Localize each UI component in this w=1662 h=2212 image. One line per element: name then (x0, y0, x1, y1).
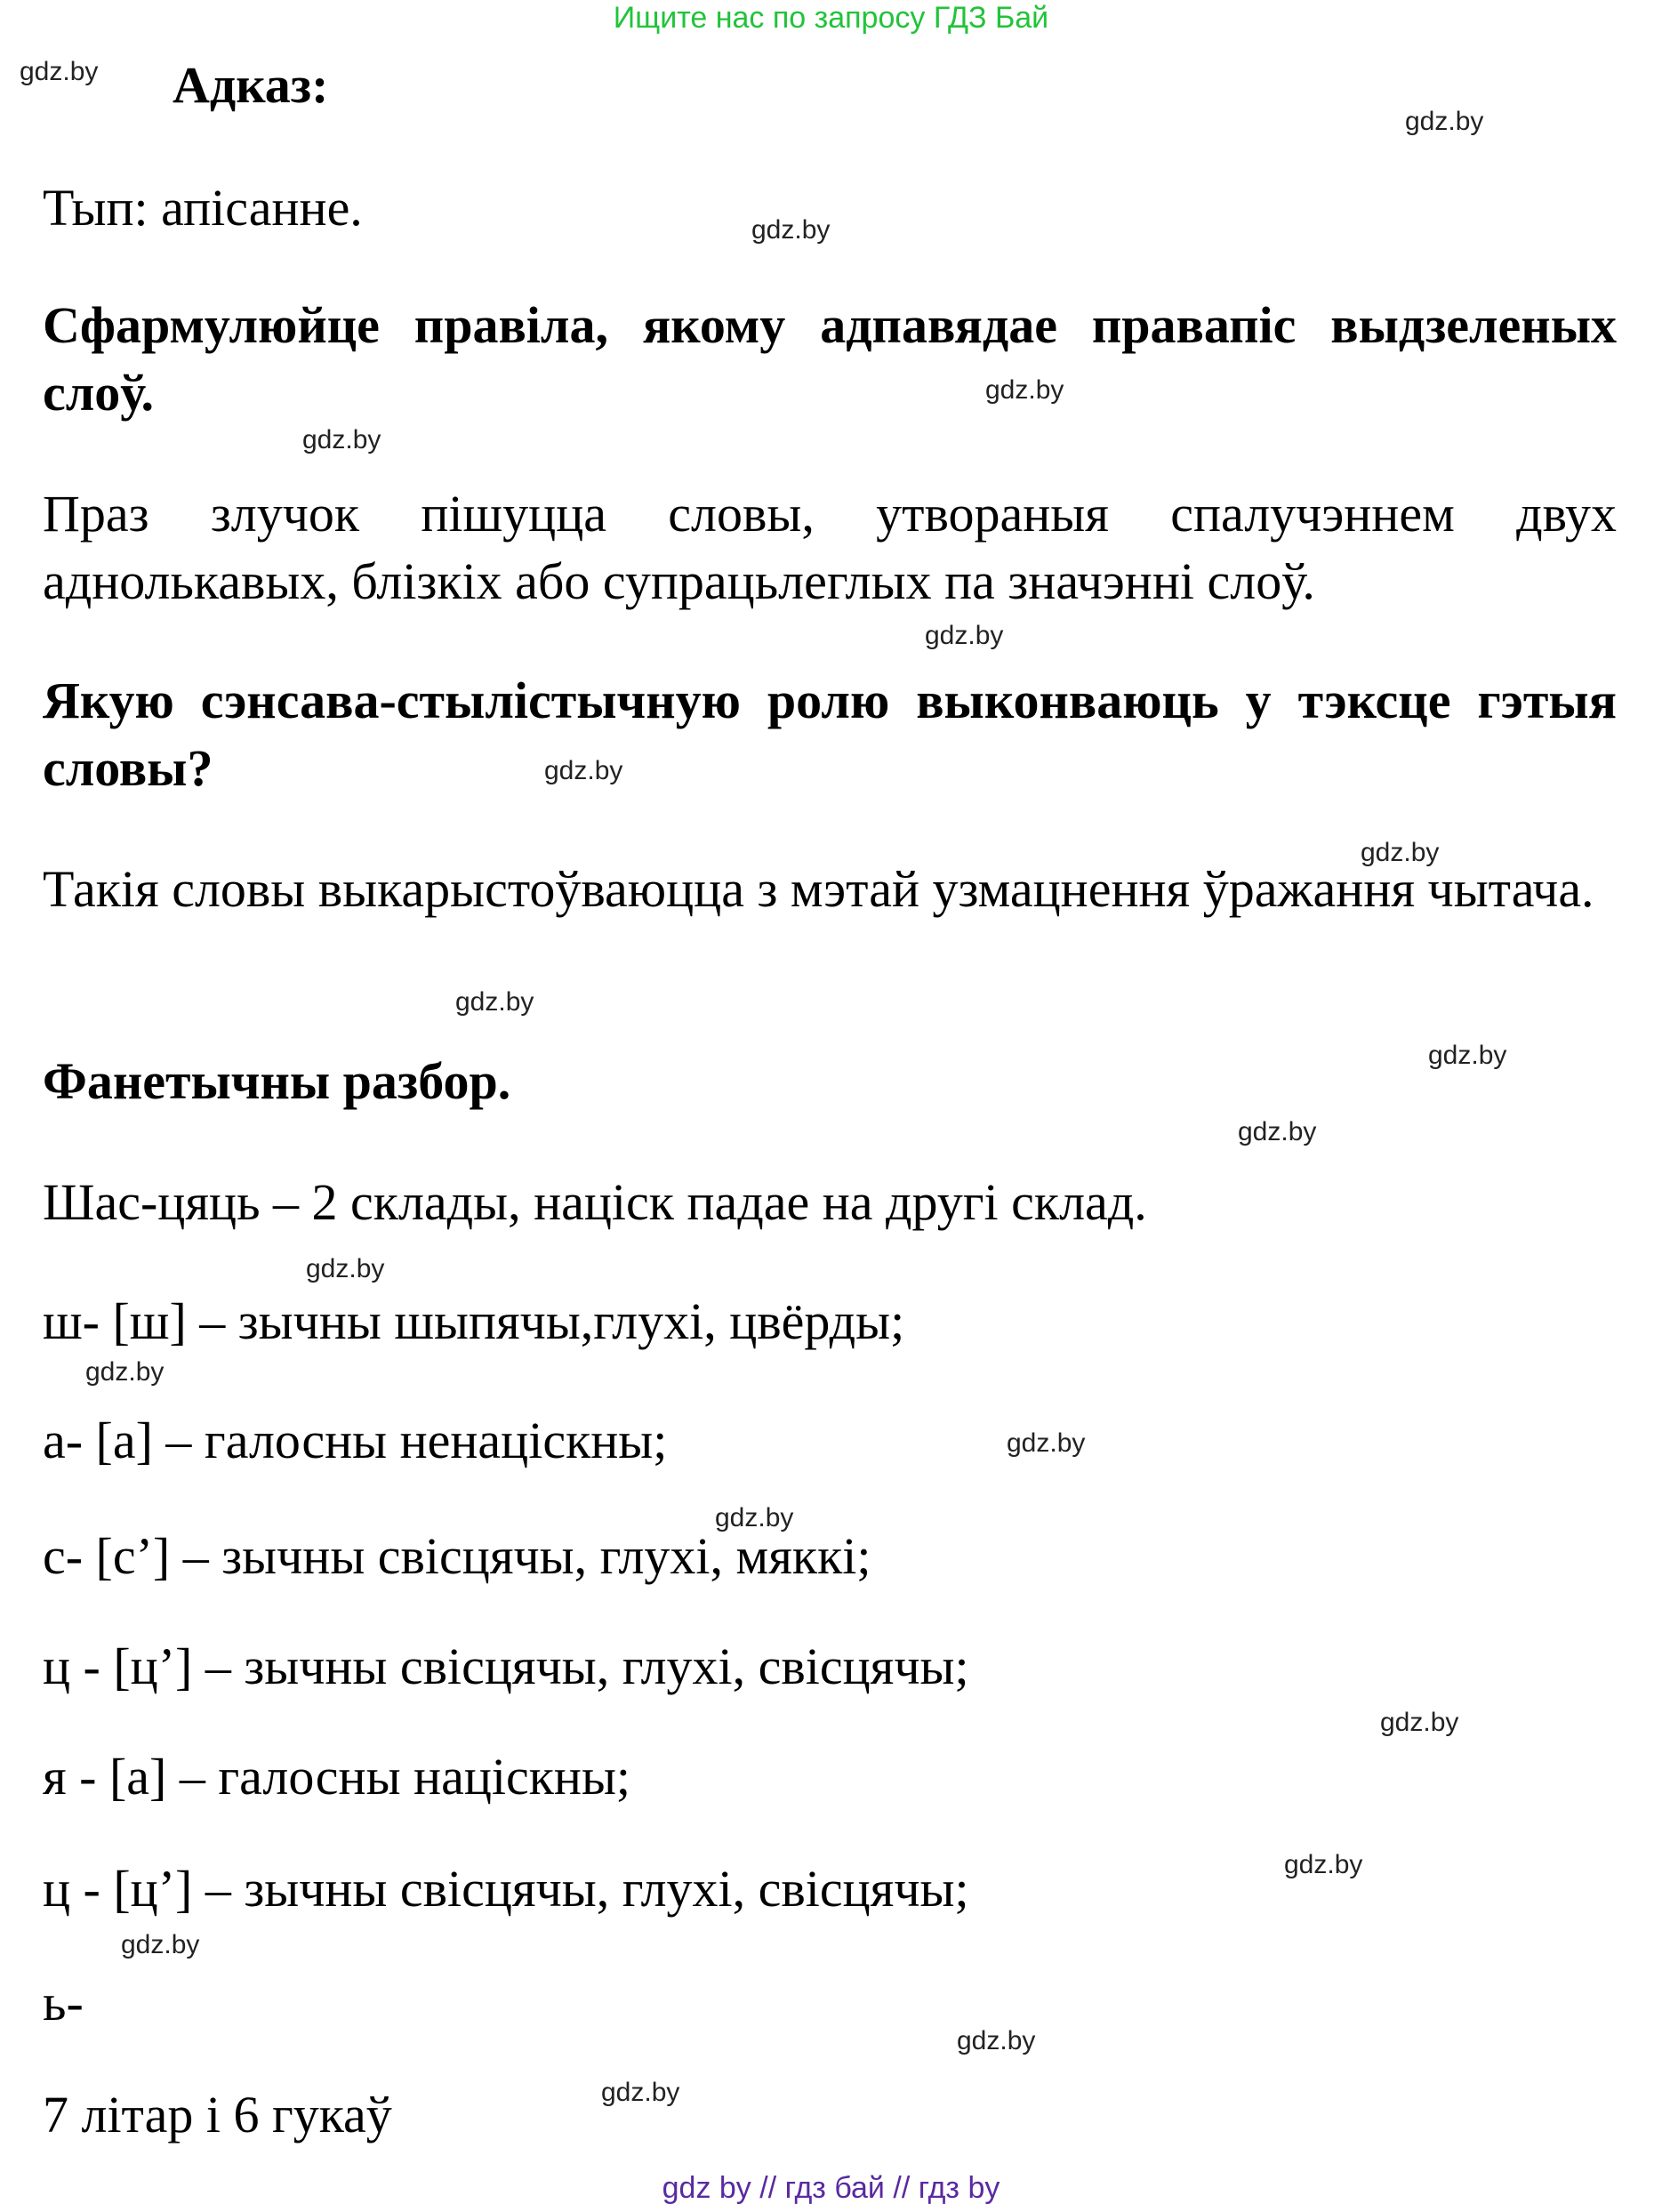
top-banner[interactable]: Ищите нас по запросу ГДЗ Бай (613, 1, 1049, 35)
watermark: gdz.by (306, 1254, 385, 1283)
watermark: gdz.by (1428, 1041, 1507, 1070)
watermark: gdz.by (121, 1930, 200, 1959)
watermark: gdz.by (985, 375, 1064, 405)
phonetic-line: ь- (43, 1974, 84, 2031)
phonetic-line: а- [а] – галосны ненаціскны; (43, 1412, 668, 1469)
watermark: gdz.by (715, 1503, 794, 1532)
watermark: gdz.by (20, 57, 99, 86)
phonetic-line: ш- [ш] – зычны шыпячы,глухі, цвёрды; (43, 1292, 905, 1350)
question-phonetic: Фанетычны разбор. (43, 1052, 511, 1110)
phonetic-line: я - [а] – галосны націскны; (43, 1748, 631, 1806)
phonetic-line: с- [с’] – зычны свісцячы, глухі, мяккі; (43, 1527, 871, 1585)
watermark: gdz.by (601, 2078, 680, 2107)
watermark: gdz.by (1284, 1850, 1363, 1879)
watermark: gdz.by (751, 215, 831, 245)
summary-line: 7 літар і 6 гукаў (43, 2086, 392, 2144)
watermark: gdz.by (1361, 838, 1440, 867)
watermark: gdz.by (1238, 1117, 1317, 1146)
watermark: gdz.by (544, 756, 623, 785)
syllables-line: Шас-цяць – 2 склады, націск падае на другі склад. (43, 1173, 1147, 1231)
phonetic-line: ц - [ц’] – зычны свісцячы, глухі, свісцячы; (43, 1637, 969, 1695)
question-role: Якую сэнсава-стылістычную ролю выконваюць у тэксце гэтыя словы? (43, 672, 1617, 797)
phonetic-line: ц - [ц’] – зычны свісцячы, глухі, свісцячы; (43, 1860, 969, 1918)
answer-heading: Адказ: (173, 56, 329, 114)
watermark: gdz.by (1007, 1428, 1086, 1458)
watermark: gdz.by (302, 425, 381, 454)
watermark: gdz.by (957, 2026, 1036, 2055)
watermark: gdz.by (85, 1357, 165, 1387)
type-line: Тып: апісанне. (43, 179, 363, 237)
watermark: gdz.by (1405, 107, 1484, 136)
watermark: gdz.by (455, 987, 534, 1017)
watermark: gdz.by (925, 621, 1004, 650)
footer-links[interactable]: gdz by // гдз бай // гдз by (662, 2171, 1000, 2205)
watermark: gdz.by (1380, 1708, 1459, 1737)
answer-rule: Праз злучок пішуцца словы, утвораныя спалучэннем двух аднолькавых, блізкіх або супрацьлеглых па значэнні слоў. (43, 485, 1617, 610)
answer-role: Такія словы выкарыстоўваюцца з мэтай узмацнення ўражання чытача. (43, 860, 1594, 918)
question-rule: Сфармулюйце правіла, якому адпавядае правапіс выдзеленых слоў. (43, 296, 1617, 422)
